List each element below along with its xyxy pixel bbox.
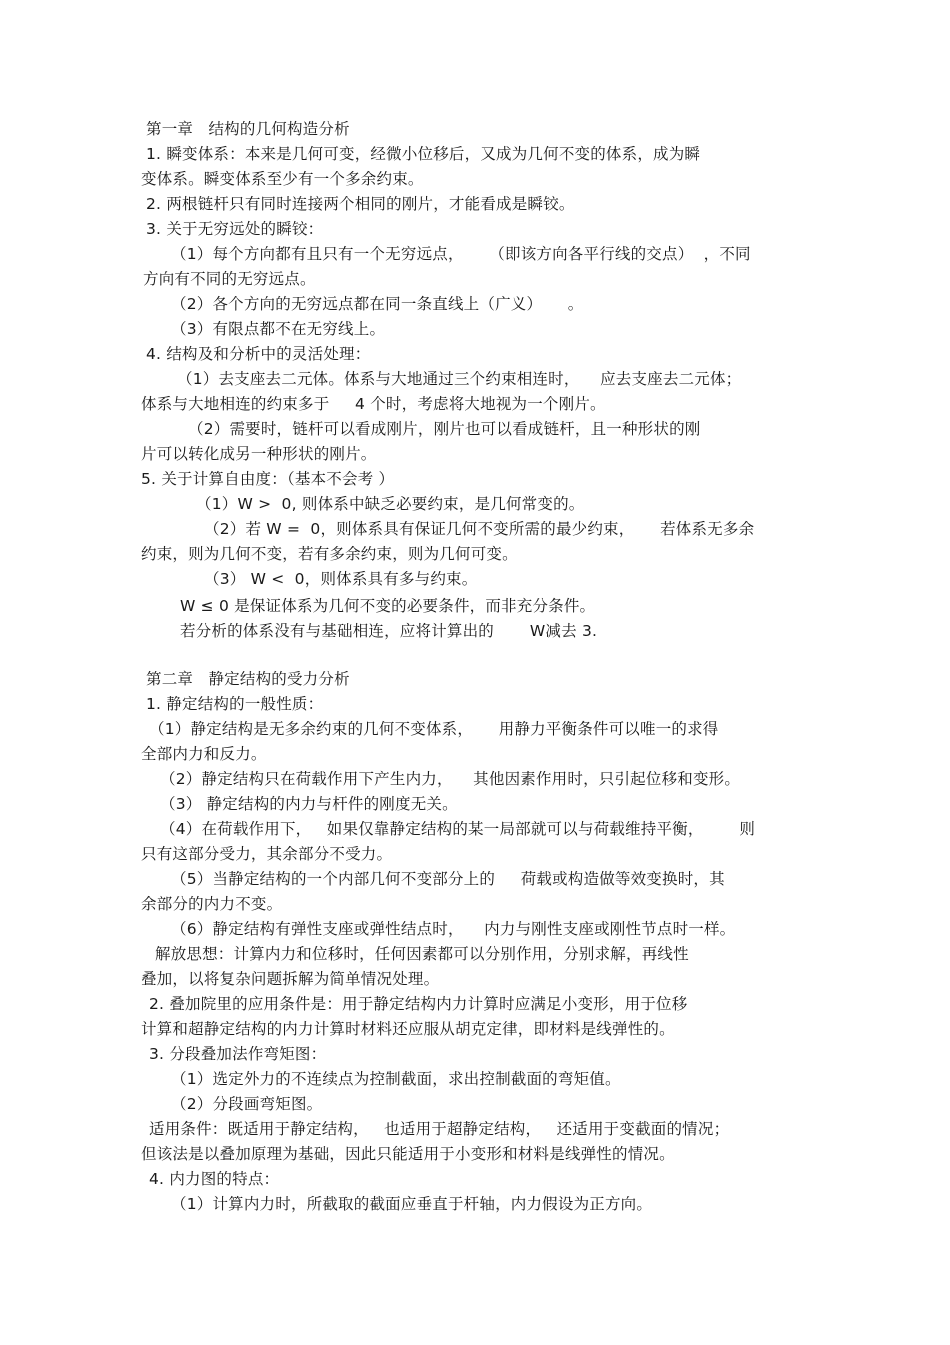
text-line: 3. 关于无穷远处的瞬铰： (146, 220, 324, 238)
text-line: 3. 分段叠加法作弯矩图： (149, 1045, 327, 1063)
text-line: 余部分的内力不变。 (141, 895, 283, 913)
chapter-2-title: 第二章 静定结构的受力分析 (146, 670, 350, 688)
text-line: （1）选定外力的不连续点为控制截面，求出控制截面的弯矩值。 (171, 1070, 621, 1088)
text-line: 片可以转化成另一种形状的刚片。 (141, 445, 377, 463)
text-line: 2. 两根链杆只有同时连接两个相同的刚片，才能看成是瞬铰。 (146, 195, 575, 213)
text-line: （3）有限点都不在无穷线上。 (171, 320, 386, 338)
text-line: 计算和超静定结构的内力计算时材料还应服从胡克定律，即材料是线弹性的。 (141, 1020, 675, 1038)
text-line: 4. 结构及和分析中的灵活处理： (146, 345, 371, 363)
text-line: 5. 关于计算自由度：（基本不会考 ） (141, 470, 395, 488)
text-line: 变体系。瞬变体系至少有一个多余约束。 (141, 170, 424, 188)
text-line: 体系与大地相连的约束多于 4 个时，考虑将大地视为一个刚片。 (141, 395, 606, 413)
text-line: 约束，则为几何不变，若有多余约束，则为几何可变。 (141, 545, 518, 563)
text-line: 适用条件：既适用于静定结构， 也适用于超静定结构， 还适用于变截面的情况； (149, 1120, 730, 1138)
text-line: 只有这部分受力，其余部分不受力。 (141, 845, 393, 863)
text-line: （4）在荷载作用下， 如果仅靠静定结构的某一局部就可以与荷载维持平衡， 则 (160, 820, 756, 838)
text-line: 若分析的体系没有与基础相连，应将计算出的 W减去 3. (180, 622, 598, 640)
text-line: 方向有不同的无穷远点。 (143, 270, 316, 288)
text-line: 1. 静定结构的一般性质： (146, 695, 324, 713)
text-line: （3） 静定结构的内力与杆件的刚度无关。 (160, 795, 458, 813)
text-line: （2）分段画弯矩图。 (171, 1095, 323, 1113)
text-line: 解放思想：计算内力和位移时，任何因素都可以分别作用，分别求解，再线性 (155, 945, 689, 963)
text-line: （1）静定结构是无多余约束的几何不变体系， 用静力平衡条件可以唯一的求得 (149, 720, 719, 738)
text-line: 1. 瞬变体系：本来是几何可变，经微小位移后，又成为几何不变的体系，成为瞬 (146, 145, 701, 163)
text-line: 但该法是以叠加原理为基础，因此只能适用于小变形和材料是线弹性的情况。 (141, 1145, 675, 1163)
text-line: （2）需要时，链杆可以看成刚片，刚片也可以看成链杆，且一种形状的刚 (188, 420, 701, 438)
text-line: （2）若 W = 0，则体系具有保证几何不变所需的最少约束， 若体系无多余 (204, 520, 755, 538)
text-line: 叠加，以将复杂问题拆解为简单情况处理。 (141, 970, 440, 988)
text-line: 2. 叠加院里的应用条件是：用于静定结构内力计算时应满足小变形，用于位移 (149, 995, 688, 1013)
text-line: （1）去支座去二元体。体系与大地通过三个约束相连时， 应去支座去二元体； (177, 370, 742, 388)
text-line: （6）静定结构有弹性支座或弹性结点时， 内力与刚性支座或刚性节点时一样。 (171, 920, 736, 938)
text-line: （1）W > 0, 则体系中缺乏必要约束，是几何常变的。 (196, 495, 585, 513)
text-line: （3） W < 0，则体系具有多与约束。 (204, 570, 478, 588)
text-line: （2）静定结构只在荷载作用下产生内力， 其他因素作用时，只引起位移和变形。 (160, 770, 741, 788)
text-line: 全部内力和反力。 (141, 745, 267, 763)
text-line: （2）各个方向的无穷远点都在同一条直线上（广义） 。 (171, 295, 584, 313)
text-line: W ≤ 0 是保证体系为几何不变的必要条件，而非充分条件。 (180, 597, 596, 615)
chapter-1-title: 第一章 结构的几何构造分析 (146, 120, 350, 138)
text-line: 4. 内力图的特点： (149, 1170, 280, 1188)
text-line: （1）每个方向都有且只有一个无穷远点， （即该方向各平行线的交点） ，不同 (171, 245, 751, 263)
text-line: （5）当静定结构的一个内部几何不变部分上的 荷载或构造做等效变换时，其 (171, 870, 725, 888)
text-line: （1）计算内力时，所截取的截面应垂直于杆轴，内力假设为正方向。 (171, 1195, 653, 1213)
